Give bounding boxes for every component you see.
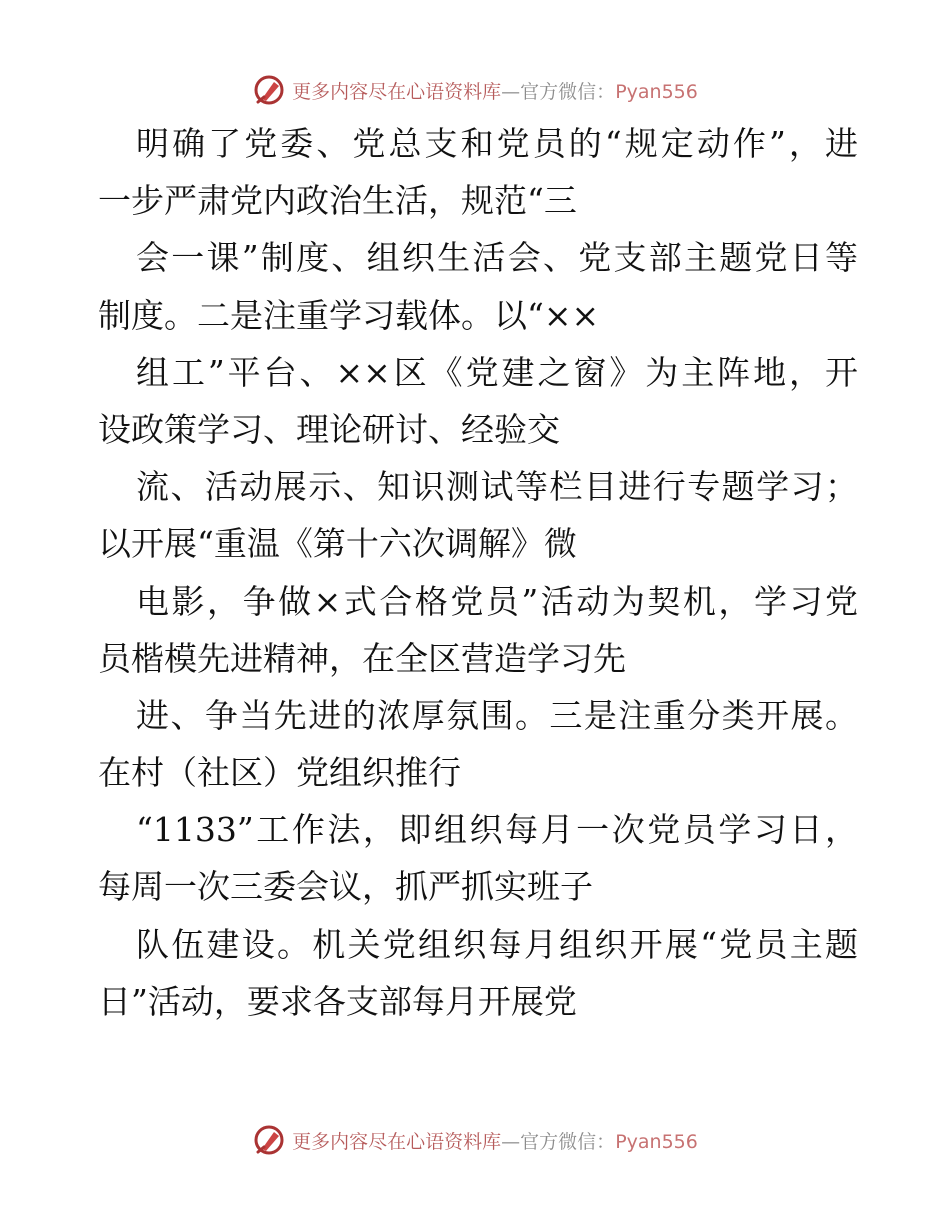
pen-nib-circle-icon (252, 1123, 286, 1157)
watermark-main-text: 更多内容尽在心语资料库 (292, 1130, 502, 1153)
watermark-text (292, 1127, 698, 1154)
text-line: 以开展“重温《第十六次调解》微 (98, 524, 577, 564)
text-line: 每周一次三委会议，抓严抓实班子 (98, 867, 593, 907)
watermark-separator: — (501, 80, 521, 103)
watermark-text (292, 77, 698, 104)
text-line: 一步严肃党内政治生活，规范“三 (98, 181, 577, 221)
text-line: 队伍建设。机关党组织每月组织开展“党员主题 (136, 924, 858, 964)
text-line: “1133”工作法，即组织每月一次党员学习日， (136, 810, 858, 850)
watermark-label: 官方微信： (520, 80, 616, 103)
document-body (98, 115, 858, 1030)
header-watermark (0, 70, 950, 110)
text-line: 员楷模先进精神，在全区营造学习先 (98, 638, 626, 678)
text-line: 日”活动，要求各支部每月开展党 (98, 981, 577, 1021)
watermark-label: 官方微信： (520, 1130, 616, 1153)
text-line: 进、争当先进的浓厚氛围。三是注重分类开展。 (136, 695, 858, 735)
watermark-main-text: 更多内容尽在心语资料库 (292, 80, 502, 103)
watermark-separator: — (501, 1130, 521, 1153)
watermark-contact: Pyan556 (615, 1130, 698, 1153)
watermark-contact: Pyan556 (615, 80, 698, 103)
text-line: 会一课”制度、组织生活会、党支部主题党日等 (136, 238, 858, 278)
text-line: 组工”平台、××区《党建之窗》为主阵地，开 (136, 352, 858, 392)
text-line: 在村（社区）党组织推行 (98, 753, 461, 793)
text-line: 流、活动展示、知识测试等栏目进行专题学习； (136, 467, 858, 507)
text-line: 制度。二是注重学习载体。以“×× (98, 295, 600, 335)
text-line: 设政策学习、理论研讨、经验交 (98, 409, 560, 449)
text-line: 电影，争做×式合格党员”活动为契机，学习党 (136, 581, 858, 621)
text-line: 明确了党委、党总支和党员的“规定动作”，进 (136, 124, 858, 163)
pen-nib-circle-icon (252, 73, 286, 107)
footer-watermark (0, 1120, 950, 1160)
